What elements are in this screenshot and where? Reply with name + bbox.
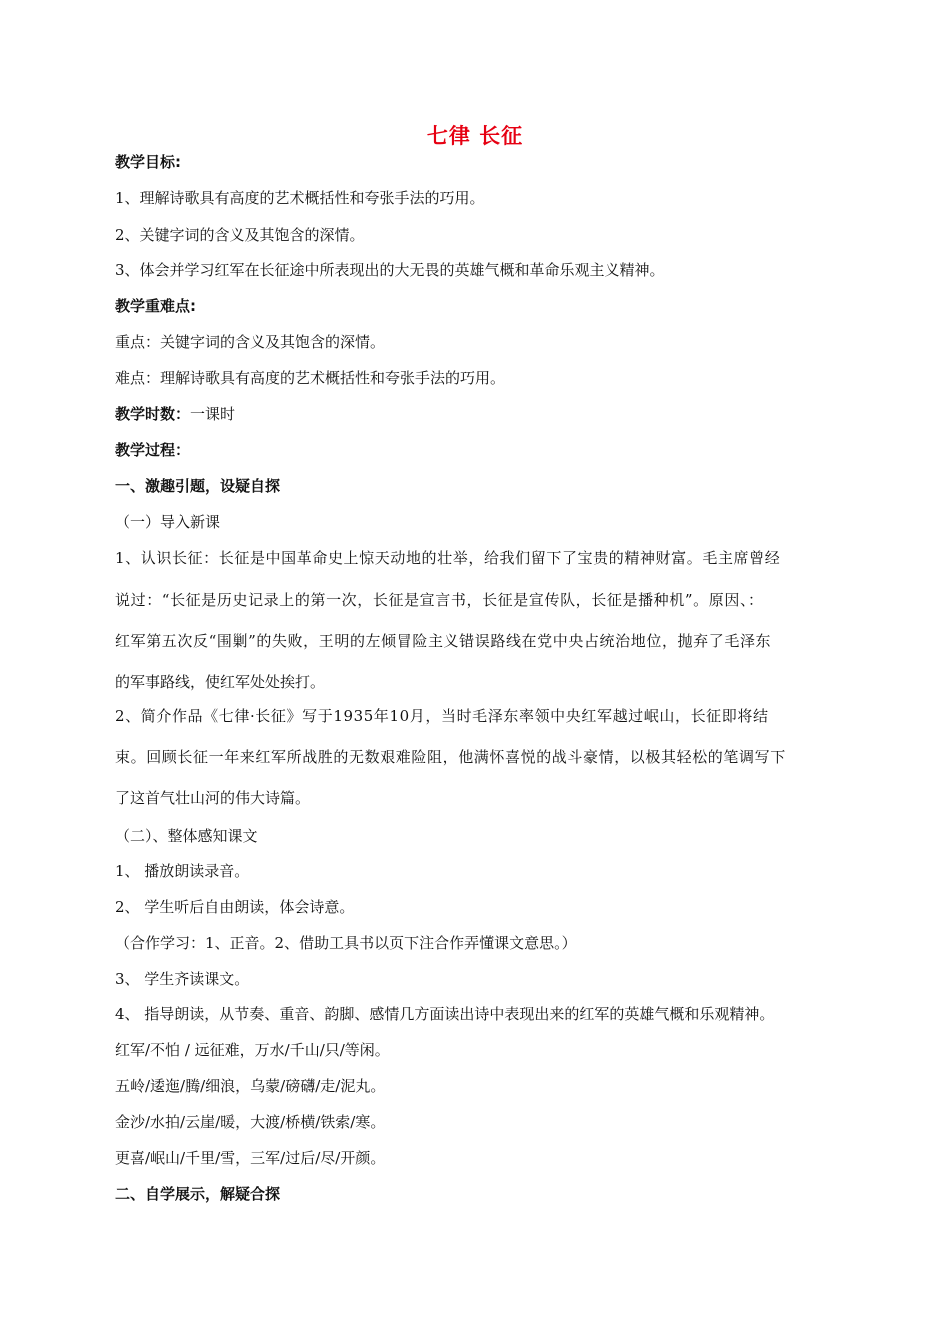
paragraph-line: 1、认识长征：长征是中国革命史上惊天动地的壮举，给我们留下了宝贵的精神财富。毛主席曾经 <box>115 549 781 567</box>
paragraph-line: 难点：理解诗歌具有高度的艺术概括性和夸张手法的巧用。 <box>115 369 506 387</box>
subheading-line: （一）导入新课 <box>115 513 221 531</box>
list-item: 3、 学生齐读课文。 <box>115 970 250 988</box>
section-heading-process: 教学过程： <box>115 441 191 459</box>
paragraph-line: （合作学习：1、正音。2、借助工具书以页下注合作弄懂课文意思。） <box>115 934 577 952</box>
list-item: 1、 播放朗读录音。 <box>115 862 250 880</box>
poem-line: 更喜/岷山/千里/雪，三军/过后/尽/开颜。 <box>115 1149 386 1167</box>
paragraph-line: 1、理解诗歌具有高度的艺术概括性和夸张手法的巧用。 <box>115 189 485 207</box>
section-heading-objectives: 教学目标: <box>115 153 181 171</box>
paragraph-line: 了这首气壮山河的伟大诗篇。 <box>115 789 311 807</box>
paragraph-line: 红军第五次反“围剿”的失败，王明的左倾冒险主义错误路线在党中央占统治地位，抛弃了毛泽东 <box>115 632 772 650</box>
poem-line: 五岭/逶迤/腾/细浪，乌蒙/磅礴/走/泥丸。 <box>115 1077 386 1095</box>
paragraph-line: 束。回顾长征一年来红军所战胜的无数艰难险阻，他满怀喜悦的战斗豪情，以极其轻松的笔调写下 <box>115 748 786 766</box>
poem-line: 红军/不怕 / 远征难，万水/千山/只/等闲。 <box>115 1041 390 1059</box>
poem-line: 金沙/水拍/云崖/暖，大渡/桥横/铁索/寒。 <box>115 1113 386 1131</box>
list-item: 2、 学生听后自由朗读，体会诗意。 <box>115 898 355 916</box>
section-heading-part-one: 一、激趣引题，设疑自探 <box>115 477 281 495</box>
class-hours-value: 一课时 <box>190 405 236 423</box>
paragraph-line: 的军事路线，使红军处处挨打。 <box>115 673 326 691</box>
paragraph-line-class-hours <box>115 404 235 424</box>
paragraph-line: 3、体会并学习红军在长征途中所表现出的大无畏的英雄气概和革命乐观主义精神。 <box>115 261 665 279</box>
subheading-line: （二）、整体感知课文 <box>115 827 258 845</box>
paragraph-line: 重点：关键字词的含义及其饱含的深情。 <box>115 333 386 351</box>
paragraph-line: 说过：“长征是历史记录上的第一次，长征是宣言书，长征是宣传队，长征是播种机”。原因、： <box>115 591 764 609</box>
paragraph-line: 2、简介作品《七律·长征》写于1935年10月，当时毛泽东率领中央红军越过岷山，长征即将结 <box>115 707 769 725</box>
section-heading-part-two: 二、自学展示，解疑合探 <box>115 1185 281 1203</box>
class-hours-label: 教学时数： <box>115 405 191 423</box>
paragraph-line: 2、关键字词的含义及其饱含的深情。 <box>115 226 365 244</box>
section-heading-key-points: 教学重难点: <box>115 297 196 315</box>
list-item: 4、 指导朗读，从节奏、重音、韵脚、感情几方面读出诗中表现出来的红军的英雄气概和乐观精神。 <box>115 1005 775 1023</box>
document-title: 七律 长征 <box>426 124 524 148</box>
